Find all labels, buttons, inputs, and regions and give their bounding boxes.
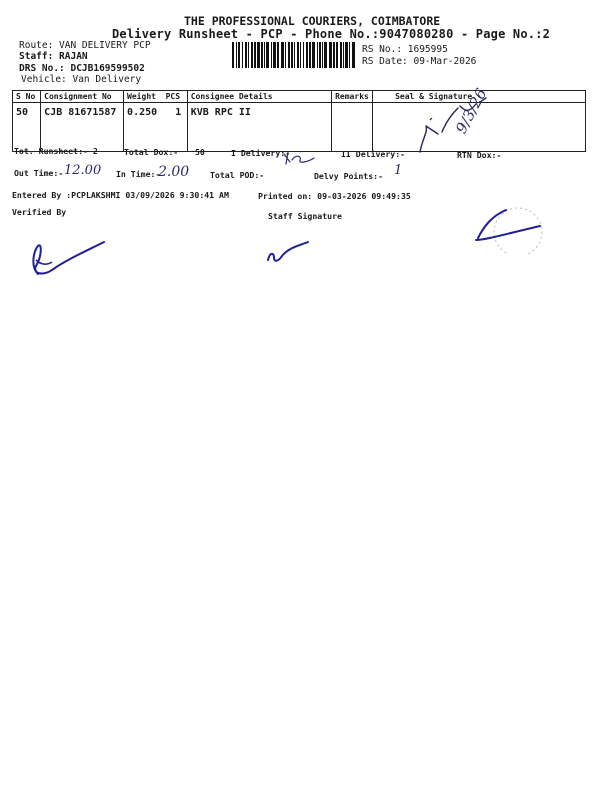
verified-by-label: Verified By bbox=[12, 207, 67, 217]
cell-consignee: KVB RPC II bbox=[187, 103, 331, 152]
col-header-consignment: Consignment No bbox=[41, 91, 124, 103]
cell-weight-pcs bbox=[124, 103, 188, 152]
rs-date: RS Date: 09-Mar-2026 bbox=[362, 56, 477, 67]
col-header-remarks: Remarks bbox=[332, 91, 373, 103]
barcode-bar bbox=[266, 42, 269, 68]
barcode-bar bbox=[248, 42, 249, 68]
col-header-sno: S No bbox=[13, 91, 41, 103]
barcode-bar bbox=[294, 42, 295, 68]
barcode-bar bbox=[306, 42, 308, 68]
barcode-bar bbox=[254, 42, 256, 68]
cell-consignment: CJB 81671587 bbox=[41, 103, 124, 152]
drs-number: DRS No.: DCJB169599502 bbox=[19, 63, 145, 74]
barcode-image bbox=[232, 42, 356, 68]
staff-signature bbox=[262, 238, 314, 268]
in-time-handwritten: 2.00 bbox=[158, 164, 190, 180]
barcode-bar bbox=[303, 42, 304, 68]
barcode-bar bbox=[285, 42, 286, 68]
barcode-bar bbox=[251, 42, 253, 68]
barcode-bar bbox=[291, 42, 293, 68]
barcode-bar bbox=[322, 42, 323, 68]
total-pod-label: Total POD:- bbox=[210, 170, 265, 180]
barcode-bar bbox=[352, 42, 355, 68]
staff-label: Staff: RAJAN bbox=[19, 51, 88, 62]
barcode-bar bbox=[277, 42, 279, 68]
barcode-bar bbox=[300, 42, 301, 68]
col-header-seal: Seal & Signature bbox=[373, 91, 586, 103]
runsheet-subtitle: Delivery Runsheet - PCP - Phone No.:9047080280 - Page No.:2 bbox=[112, 27, 551, 41]
out-time-handwritten: 12.00 bbox=[64, 163, 102, 178]
verified-signature bbox=[22, 236, 112, 282]
barcode-bar bbox=[232, 42, 234, 68]
barcode-bar bbox=[242, 42, 243, 68]
barcode-bar bbox=[333, 42, 335, 68]
total-dox-label: Total Dox:- bbox=[124, 147, 179, 157]
handwritten-date-note: 9/3/26 bbox=[452, 85, 491, 137]
cell-weight: 0.250 bbox=[127, 107, 158, 118]
col-header-weight bbox=[124, 91, 188, 103]
ii-delivery-label: II Delivery:- bbox=[341, 149, 406, 159]
barcode-bar bbox=[236, 42, 237, 68]
barcode-bar bbox=[336, 42, 338, 68]
barcode-bar bbox=[281, 42, 284, 68]
cell-pcs: 1 bbox=[175, 107, 182, 118]
barcode-bar bbox=[264, 42, 265, 68]
printed-on: Printed on: 09-03-2026 09:49:35 bbox=[258, 191, 411, 201]
barcode-bar bbox=[297, 42, 299, 68]
i-delivery-label: I Delivery:- bbox=[231, 148, 291, 158]
company-title: THE PROFESSIONAL COURIERS, COIMBATORE bbox=[184, 14, 441, 28]
barcode-bar bbox=[271, 42, 272, 68]
barcode-bar bbox=[343, 42, 344, 68]
barcode-bar bbox=[273, 42, 276, 68]
barcode-bar bbox=[312, 42, 315, 68]
col-header-consignee: Consignee Details bbox=[187, 91, 331, 103]
entered-by: Entered By :PCPLAKSHMI 03/09/2026 9:30:41 AM bbox=[12, 190, 229, 200]
round-stamp-signature bbox=[468, 204, 554, 254]
barcode-bar bbox=[329, 42, 332, 68]
out-time-label: Out Time:- bbox=[14, 168, 64, 178]
delivery-points-handwritten: 1 bbox=[394, 163, 403, 178]
cell-remarks bbox=[332, 103, 373, 152]
i-delivery-scribble bbox=[280, 148, 320, 170]
barcode-bar bbox=[238, 42, 240, 68]
barcode-bar bbox=[324, 42, 327, 68]
total-dox-value: 50 bbox=[195, 147, 205, 157]
barcode-bar bbox=[349, 42, 350, 68]
route-label: Route: VAN DELIVERY PCP bbox=[19, 40, 151, 51]
barcode-bar bbox=[340, 42, 342, 68]
in-time-label: In Time:- bbox=[116, 169, 161, 179]
barcode-bar bbox=[261, 42, 263, 68]
delivery-points-label: Delvy Points:- bbox=[314, 171, 384, 181]
barcode-bar bbox=[317, 42, 318, 68]
seal-signature-scribble bbox=[380, 92, 510, 172]
staff-signature-label: Staff Signature bbox=[268, 211, 342, 221]
col-header-weight-label: Weight bbox=[127, 92, 156, 101]
vehicle-label: Vehicle: Van Delivery bbox=[21, 74, 142, 85]
barcode-bar bbox=[319, 42, 321, 68]
barcode-bar bbox=[245, 42, 247, 68]
cell-sno: 50 bbox=[13, 103, 41, 152]
rtn-dox-label: RTN Dox:- bbox=[457, 150, 502, 160]
barcode-bar bbox=[257, 42, 260, 68]
barcode-bar bbox=[345, 42, 348, 68]
barcode-bar bbox=[309, 42, 311, 68]
barcode-bar bbox=[288, 42, 290, 68]
rs-number: RS No.: 1695995 bbox=[362, 44, 448, 55]
col-header-pcs-label: PCS bbox=[165, 92, 181, 101]
tot-runsheet: Tot. Runsheet:- 2 bbox=[14, 146, 98, 156]
